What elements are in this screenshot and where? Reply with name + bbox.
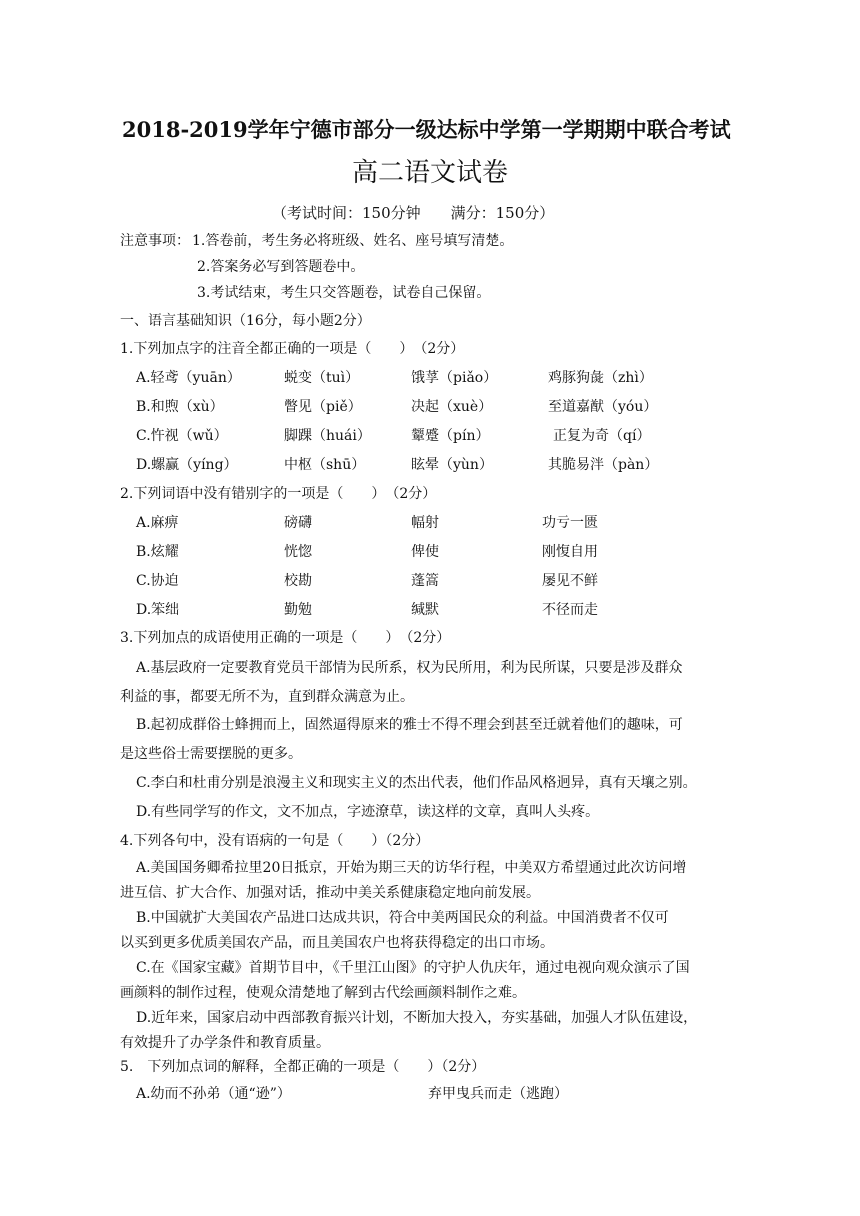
q2-b-3: 俾使 — [411, 544, 439, 560]
q2-b-1: B.炫耀 — [136, 544, 179, 560]
q3-stem: 3.下列加点的成语使用正确的一项是（ ） （2分） — [120, 630, 451, 646]
q1-stem: 1.下列加点字的注音全都正确的一项是（ ） （2分） — [120, 341, 465, 357]
exam-subtitle: 高二语文试卷 — [352, 158, 509, 188]
q4-stem: 4.下列各句中，没有语病的一句是（ ）（2分） — [120, 833, 430, 849]
q5-option-a-right: 弃甲曳兵而走（逃跑） — [428, 1086, 568, 1102]
q5-stem: 5. 下列加点词的解释，全都正确的一项是（ ）（2分） — [120, 1059, 486, 1075]
section-heading: 一、语言基础知识（16分，每小题2分） — [120, 313, 371, 329]
q1-a-2: 蜕变（tuì） — [284, 370, 360, 386]
q2-b-2: 恍惚 — [284, 544, 312, 560]
q1-c-3: 颦蹙（pín） — [411, 428, 490, 444]
q2-c-1: C.协迫 — [136, 573, 179, 589]
q3-option-b-line2: 是这些俗士需要摆脱的更多。 — [120, 746, 302, 762]
q2-d-2: 勤勉 — [284, 602, 312, 618]
q4-option-b-line2: 以买到更多优质美国农产品，而且美国农户也将获得稳定的出口市场。 — [120, 935, 554, 951]
notes-item-3: 3.考试结束，考生只交答题卷，试卷自己保留。 — [197, 285, 491, 301]
q1-c-2: 脚踝（huái） — [284, 428, 371, 444]
q4-option-c-line1: C.在《国家宝藏》首期节目中，《千里江山图》的守护人仇庆年，通过电视向观众演示了国 — [136, 960, 690, 976]
q1-b-3: 决起（xuè） — [411, 399, 493, 415]
q4-option-c-line2: 画颜料的制作过程，使观众清楚地了解到古代绘画颜料制作之难。 — [120, 985, 526, 1001]
exam-title: 2018-2019学年宁德市部分一级达标中学第一学期期中联合考试 — [122, 117, 731, 142]
q2-b-4: 刚愎自用 — [542, 544, 598, 560]
q2-stem: 2.下列词语中没有错别字的一项是（ ） （2分） — [120, 486, 437, 502]
q1-d-3: 眩晕（yùn） — [411, 457, 493, 473]
q2-c-4: 屡见不鲜 — [542, 573, 598, 589]
notes-label: 注意事项： — [120, 233, 190, 249]
q1-d-2: 中枢（shū） — [284, 457, 366, 473]
q1-b-1: B.和煦（xù） — [136, 399, 224, 415]
q1-d-1: D.螺赢（yíng） — [136, 457, 238, 473]
q3-option-d: D.有些同学写的作文，文不加点，字迹潦草，读这样的文章，真叫人头疼。 — [136, 804, 600, 820]
notes-item-1: 1.答卷前，考生务必将班级、姓名、座号填写清楚。 — [192, 233, 514, 249]
q5-option-a-left: A.幼而不孙弟（通“逊”） — [136, 1086, 291, 1102]
q1-a-3: 饿莩（piǎo） — [411, 370, 498, 386]
q3-option-c: C.李白和杜甫分别是浪漫主义和现实主义的杰出代表，他们作品风格迥异，真有天壤之别。 — [136, 775, 697, 791]
q2-d-3: 缄默 — [411, 602, 439, 618]
q1-a-1: A.轻鸢（yuān） — [136, 370, 241, 386]
q2-a-3: 幅射 — [411, 515, 439, 531]
q1-d-4: 其脆易泮（pàn） — [548, 457, 659, 473]
q3-option-b-line1: B.起初成群俗士蜂拥而上，固然逼得原来的雅士不得不理会到甚至迁就着他们的趣味，可 — [136, 717, 683, 733]
q4-option-a-line2: 进互信、扩大合作、加强对话，推动中美关系健康稳定地向前发展。 — [120, 885, 540, 901]
q3-option-a-line1: A.基层政府一定要教育党员干部情为民所系，权为民所用，利为民所谋，只要是涉及群众 — [136, 660, 683, 676]
q1-c-4: 正复为奇（qí） — [553, 428, 651, 444]
q2-a-4: 功亏一匮 — [542, 515, 598, 531]
q4-option-d-line1: D.近年来，国家启动中西部教育振兴计划，不断加大投入，夯实基础，加强人才队伍建设， — [136, 1010, 698, 1026]
q2-c-3: 蓬篙 — [411, 573, 439, 589]
q4-option-a-line1: A.美国国务卿希拉里20日抵京，开始为期三天的访华行程，中美双方希望通过此次访问增 — [136, 860, 687, 876]
q2-d-1: D.笨绌 — [136, 602, 180, 618]
q2-a-2: 磅礴 — [284, 515, 312, 531]
q1-b-2: 瞥见（piě） — [284, 399, 362, 415]
q2-c-2: 校勘 — [284, 573, 312, 589]
notes-item-2: 2.答案务必写到答题卷中。 — [197, 259, 365, 275]
q2-d-4: 不径而走 — [542, 602, 598, 618]
q4-option-d-line2: 有效提升了办学条件和教育质量。 — [120, 1035, 330, 1051]
exam-info: （考试时间：150分钟 满分：150分） — [272, 204, 555, 222]
q3-option-a-line2: 利益的事，都要无所不为，直到群众满意为止。 — [120, 689, 414, 705]
q2-a-1: A.麻痹 — [136, 515, 179, 531]
q1-a-4: 鸡豚狗彘（zhì） — [548, 370, 653, 386]
q1-c-1: C.忤视（wǔ） — [136, 428, 228, 444]
q4-option-b-line1: B.中国就扩大美国农产品进口达成共识，符合中美两国民众的利益。中国消费者不仅可 — [136, 910, 669, 926]
q1-b-4: 至道嘉猷（yóu） — [548, 399, 658, 415]
